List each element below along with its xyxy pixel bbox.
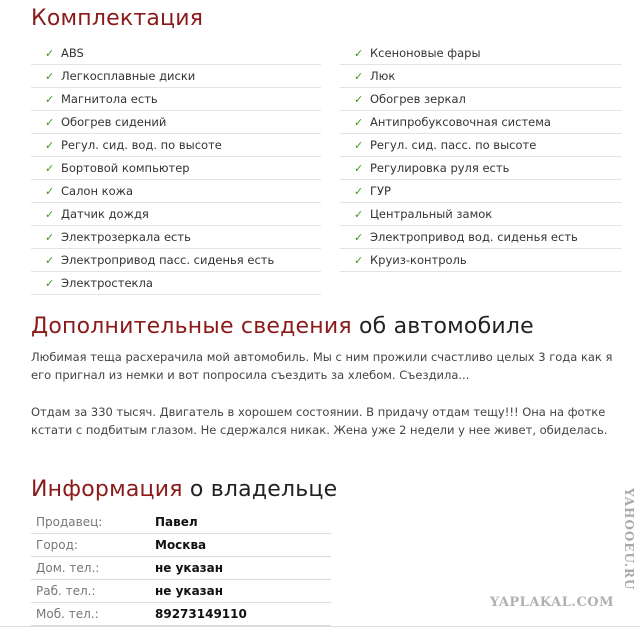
check-icon: ✓ [354, 116, 364, 129]
additional-info-title [31, 314, 534, 339]
bottom-divider [0, 626, 640, 627]
owner-title-rest: о владельце [189, 477, 338, 502]
owner-row-mobile-phone: Моб. тел.: 89273149110 [31, 603, 331, 626]
equipment-item: ✓ Антипробуксовочная система [340, 111, 622, 134]
equipment-item: ✓ Датчик дождя [31, 203, 321, 226]
check-icon: ✓ [354, 70, 364, 83]
check-icon: ✓ [45, 93, 55, 106]
equipment-item: ✓ Регулировка руля есть [340, 157, 622, 180]
equipment-right-column [340, 42, 622, 272]
equipment-item: ✓ Центральный замок [340, 203, 622, 226]
equipment-item: ✓ Легкосплавные диски [31, 65, 321, 88]
owner-row-work-phone: Раб. тел.: не указан [31, 580, 331, 603]
owner-row-seller: Продавец: Павел [31, 511, 331, 534]
equipment-item: ✓ Салон кожа [31, 180, 321, 203]
check-icon: ✓ [45, 254, 55, 267]
check-icon: ✓ [354, 162, 364, 175]
check-icon: ✓ [45, 208, 55, 221]
check-icon: ✓ [354, 231, 364, 244]
check-icon: ✓ [354, 254, 364, 267]
bottom-watermark: YAPLAKAL.COM [489, 595, 614, 610]
description-paragraph-1: Любимая теща расхерачила мой автомобиль. Мы с ним прожили счастливо целых 3 года как я его пригнал из немки и вот попросила съездить за хлебом. Съездила... [31, 350, 613, 382]
additional-title-accent: Дополнительные сведения [31, 314, 352, 339]
equipment-item: ✓ Люк [340, 65, 622, 88]
equipment-left-column [31, 42, 321, 295]
owner-info-title [31, 477, 337, 502]
equipment-item: ✓ Электропривод вод. сиденья есть [340, 226, 622, 249]
owner-table [31, 511, 331, 626]
equipment-item: ✓ Обогрев зеркал [340, 88, 622, 111]
check-icon: ✓ [354, 47, 364, 60]
check-icon: ✓ [45, 277, 55, 290]
owner-row-city: Город: Москва [31, 534, 331, 557]
equipment-item: ✓ Обогрев сидений [31, 111, 321, 134]
check-icon: ✓ [45, 139, 55, 152]
equipment-item: ✓ Электрозеркала есть [31, 226, 321, 249]
additional-title-rest: об автомобиле [358, 314, 534, 339]
equipment-title: Комплектация [31, 6, 204, 31]
side-watermark: YAHOOEU.RU [622, 488, 636, 591]
check-icon: ✓ [45, 162, 55, 175]
equipment-item: ✓ Магнитола есть [31, 88, 321, 111]
owner-row-home-phone: Дом. тел.: не указан [31, 557, 331, 580]
description-paragraph-2: Отдам за 330 тысяч. Двигатель в хорошем состоянии. В придачу отдам тещу!!! Она на фотке кстати с подбитым глазом. Не сдержался никак. Жена уже 2 недели у нее живет, обиделась. [31, 405, 608, 437]
check-icon: ✓ [354, 93, 364, 106]
equipment-item: ✓ Регул. сид. вод. по высоте [31, 134, 321, 157]
check-icon: ✓ [45, 116, 55, 129]
equipment-item: ✓ Электропривод пасс. сиденья есть [31, 249, 321, 272]
equipment-item: ✓ Бортовой компьютер [31, 157, 321, 180]
equipment-item: ✓ ABS [31, 42, 321, 65]
equipment-item: ✓ ГУР [340, 180, 622, 203]
equipment-item: ✓ Ксеноновые фары [340, 42, 622, 65]
check-icon: ✓ [45, 231, 55, 244]
check-icon: ✓ [354, 185, 364, 198]
check-icon: ✓ [45, 47, 55, 60]
equipment-item: ✓ Электростекла [31, 272, 321, 295]
owner-title-accent: Информация [31, 477, 183, 502]
check-icon: ✓ [354, 139, 364, 152]
check-icon: ✓ [45, 70, 55, 83]
check-icon: ✓ [45, 185, 55, 198]
equipment-item: ✓ Регул. сид. пасс. по высоте [340, 134, 622, 157]
check-icon: ✓ [354, 208, 364, 221]
equipment-item: ✓ Круиз-контроль [340, 249, 622, 272]
